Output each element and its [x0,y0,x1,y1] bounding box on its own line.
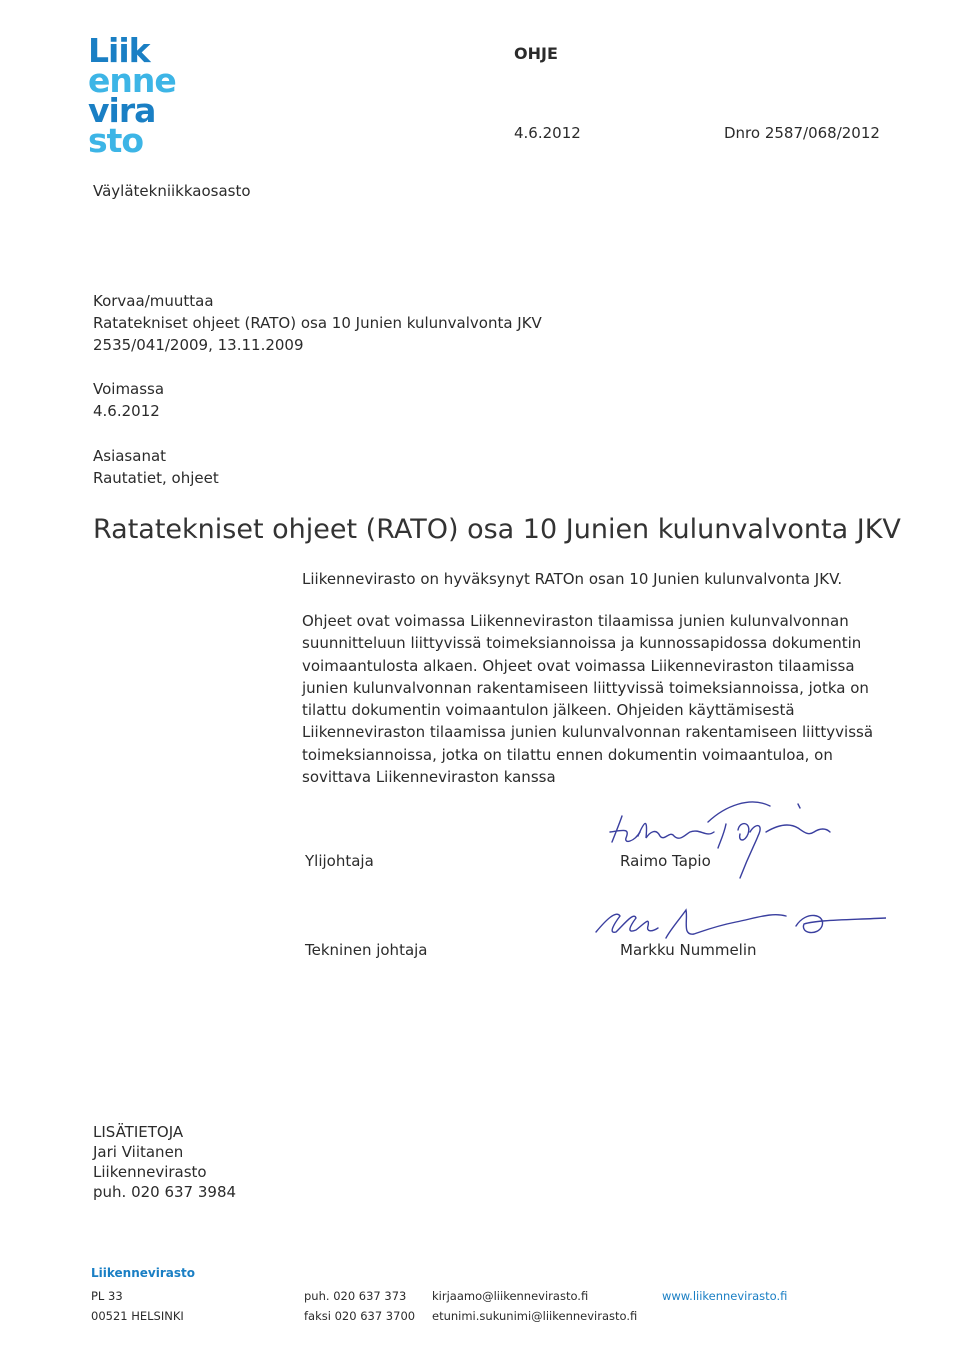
document-number: Dnro 2587/068/2012 [724,124,880,142]
contact-block [93,1122,236,1202]
logo-line-1: Liik [88,31,150,70]
contact-org: Liikennevirasto [93,1163,207,1181]
footer-address [91,1286,184,1326]
contact-heading: LISÄTIETOJA [93,1123,184,1141]
body-paragraph-2: Ohjeet ovat voimassa Liikenneviraston tilaamissa junien kulunvalvonnan suunnitteluun liittyvissä toimeksiannoissa ja kunnossapidossa dokumentin voimaantulosta alkaen. Ohjeet ovat voimassa Liikenneviraston tilaamissa junien kulunvalvonnan rakentamiseen liittyvissä toimeksiannoissa, jotka on tilattu dokumentin voimaantulon jälkeen. Ohjeiden käyttämisestä Liikenneviraston tilaamissa junien kulunvalvonnan rakentamiseen liittyvissä toimeksiannoissa, jotka on tilattu ennen dokumentin voimaantuloa, on sovittava Liikenneviraston kanssa [302,612,874,787]
keywords-label: Asiasanat [93,447,167,465]
keywords-value: Rautatiet, ohjeet [93,469,219,487]
footer-web[interactable]: www.liikennevirasto.fi [662,1289,788,1303]
footer-phones [304,1286,415,1326]
document-title: Ratatekniset ohjeet (RATO) osa 10 Junien kulunvalvonta JKV [93,514,901,545]
validity-block [93,378,164,422]
footer-email-2: etunimi.sukunimi@liikennevirasto.fi [432,1309,638,1323]
validity-label: Voimassa [93,380,165,398]
document-date: 4.6.2012 [514,124,581,142]
signer-2-name: Markku Nummelin [620,941,757,959]
body-paragraph-1: Liikennevirasto on hyväksynyt RATOn osan 10 Junien kulunvalvonta JKV. [302,570,843,588]
liikennevirasto-logo [88,31,218,160]
replaces-line-1: Ratatekniset ohjeet (RATO) osa 10 Junien kulunvalvonta JKV [93,314,542,332]
footer-city: 00521 HELSINKI [91,1309,184,1323]
signer-1-name: Raimo Tapio [620,852,711,870]
replaces-block [93,290,542,356]
footer-email: kirjaamo@liikennevirasto.fi [432,1289,589,1303]
footer-emails [432,1286,637,1326]
footer-po-box: PL 33 [91,1289,123,1303]
replaces-label: Korvaa/muuttaa [93,292,214,310]
footer-phone: puh. 020 637 373 [304,1289,407,1303]
document-type: OHJE [514,44,558,63]
signer-1-role: Ylijohtaja [305,852,374,870]
footer-fax: faksi 020 637 3700 [304,1309,416,1323]
logo-line-2: enne [88,61,176,100]
validity-value: 4.6.2012 [93,402,160,420]
department: Väylätekniikkaosasto [93,182,251,200]
logo-line-4: sto [88,121,144,160]
replaces-line-2: 2535/041/2009, 13.11.2009 [93,336,304,354]
contact-name: Jari Viitanen [93,1143,184,1161]
contact-phone: puh. 020 637 3984 [93,1183,237,1201]
keywords-block [93,445,219,489]
signer-2-role: Tekninen johtaja [305,941,428,959]
logo-line-3: vira [88,91,156,130]
footer-brand: Liikennevirasto [91,1266,195,1280]
